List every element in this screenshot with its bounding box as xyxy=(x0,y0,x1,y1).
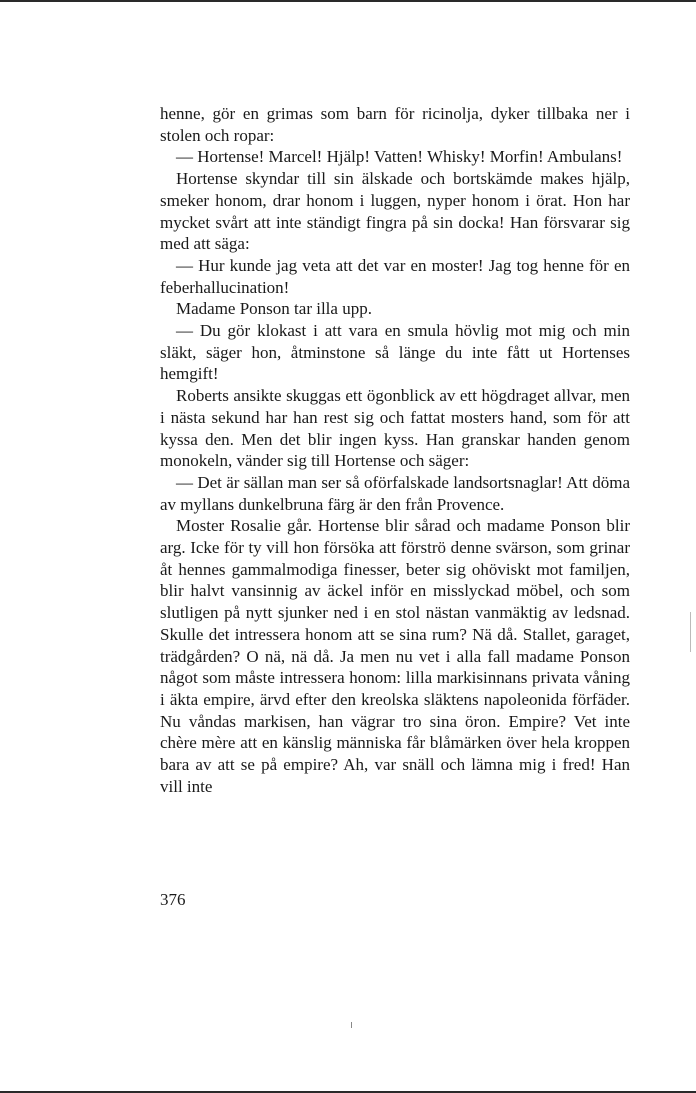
paragraph: — Det är sällan man ser så oförfalskade landsortsnaglar! Att döma av myllans dunkelbruna färg är den från Provence. xyxy=(160,472,630,514)
paragraph: — Hortense! Marcel! Hjälp! Vatten! Whisky! Morfin! Ambulans! xyxy=(176,147,623,167)
paragraph: — Du gör klokast i att vara en smula hövlig mot mig och min släkt, säger hon, åtminstone så länge du inte fått ut Hortenses hemgift! xyxy=(160,321,630,384)
scan-speck xyxy=(351,1022,352,1028)
paragraph: Hortense skyndar till sin älskade och bortskämde makes hjälp, smeker honom, drar honom i luggen, nyper honom i örat. Hon har mycket svårt att inte ständigt fingra på sin docka! Han försvarar sig med att säga: xyxy=(160,169,630,254)
page-number: 376 xyxy=(160,890,186,909)
paragraph: Roberts ansikte skuggas ett ögonblick av ett högdraget allvar, men i nästa sekund har han rest sig och fattat mosters hand, som för att kyssa den. Men det blir ingen kyss. Han granskar handen genom monokeln, vänder sig till Hortense och säger: xyxy=(160,386,630,471)
top-edge-line xyxy=(0,0,696,2)
paragraph: Madame Ponson tar illa upp. xyxy=(176,299,372,319)
body-text xyxy=(160,103,630,798)
scan-speck xyxy=(690,612,691,652)
paragraph: Moster Rosalie går. Hortense blir sårad och madame Ponson blir arg. Icke för ty vill hon försöka att förströ denne svärson, som grinar åt hennes gammalmodiga finesser, beter sig ohöviskt mot familjen, blir halvt vansinnig av äckel inför en misslyckad möbel, och som slutligen på nytt sjunker ned i en stol nästan vanmäktig av ledsnad. Skulle det intressera honom att se sina rum? Nä då. Stallet, garaget, trädgården? O nä, nä då. Ja men nu vet i alla fall madame Ponson något som måste intressera honom: lilla markisinnans privata våning i äkta empire, ärvd efter den kreolska släktens napoleonida förfäder. Nu våndas markisen, han vägrar tro sina öron. Empire? Vet inte chère mère att en känslig människa får blåmärken över hela kroppen bara av att se på empire? Ah, var snäll och lämna mig i fred! Han vill inte xyxy=(160,516,630,796)
paragraph: henne, gör en grimas som barn för ricinolja, dyker tillbaka ner i stolen och ropar: xyxy=(160,104,630,145)
paragraph: — Hur kunde jag veta att det var en moster! Jag tog henne för en feberhallucination! xyxy=(160,255,630,297)
